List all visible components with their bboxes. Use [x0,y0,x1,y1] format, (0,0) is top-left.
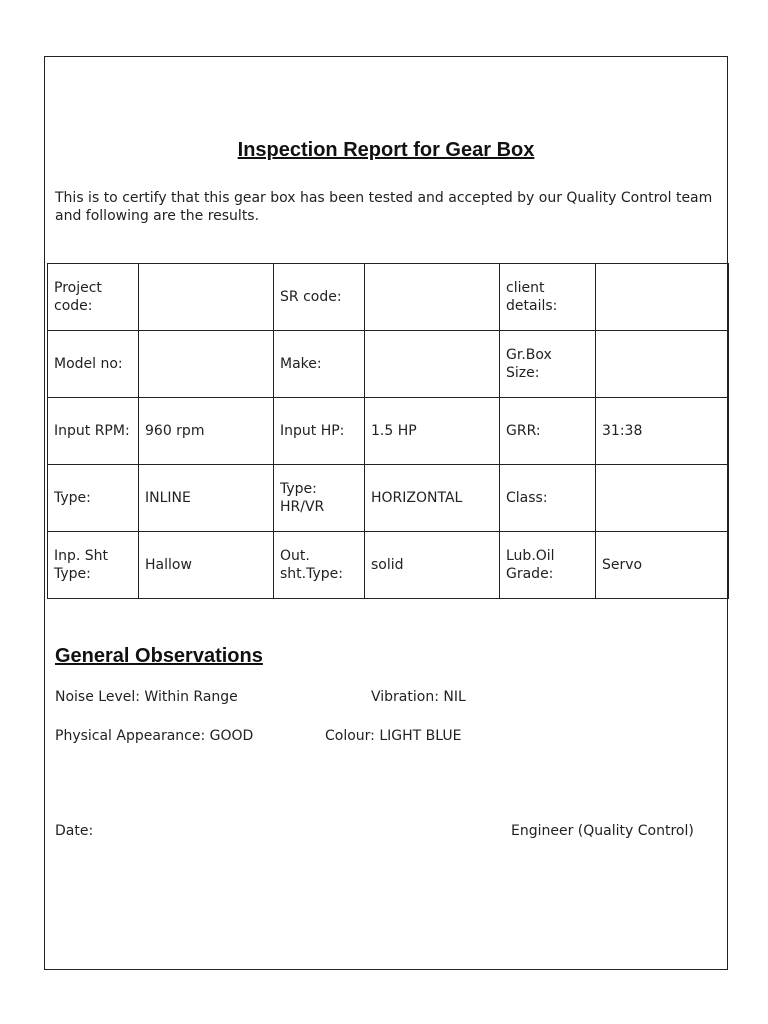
client-details-value [596,264,729,331]
lub-oil-grade-value: Servo [596,532,729,599]
vibration-text: Vibration: NIL [371,689,466,705]
input-shaft-type-value: Hallow [139,532,274,599]
engineer-signature-label: Engineer (Quality Control) [511,823,694,839]
colour-text: Colour: LIGHT BLUE [325,728,462,744]
physical-appearance-text: Physical Appearance: GOOD [55,728,254,744]
make-label: Make: [274,331,365,398]
table-row [48,264,729,331]
table-row [48,532,729,599]
grr-label: GRR: [500,398,596,465]
input-shaft-type-label: Inp. Sht Type: [48,532,139,599]
type-hr-vr-label: Type: HR/VR [274,465,365,532]
table-row [48,465,729,532]
specifications-table [47,263,729,599]
sr-code-label: SR code: [274,264,365,331]
observations-heading: General Observations [55,645,263,667]
sr-code-value [365,264,500,331]
date-label: Date: [55,823,94,839]
model-no-value [139,331,274,398]
table-row [48,398,729,465]
project-code-label: Project code: [48,264,139,331]
gearbox-size-value [596,331,729,398]
type-label: Type: [48,465,139,532]
type-value: INLINE [139,465,274,532]
report-title: Inspection Report for Gear Box [237,139,535,161]
input-hp-label: Input HP: [274,398,365,465]
lub-oil-grade-label: Lub.Oil Grade: [500,532,596,599]
certification-text: This is to certify that this gear box has been tested and accepted by our Quality Control team and following are the results. [55,190,713,224]
input-rpm-value: 960 rpm [139,398,274,465]
input-hp-value: 1.5 HP [365,398,500,465]
make-value [365,331,500,398]
client-details-label: client details: [500,264,596,331]
output-shaft-type-value: solid [365,532,500,599]
report-page [44,56,728,970]
noise-level-text: Noise Level: Within Range [55,689,238,705]
class-value [596,465,729,532]
table-row [48,331,729,398]
output-shaft-type-label: Out. sht.Type: [274,532,365,599]
gearbox-size-label: Gr.Box Size: [500,331,596,398]
grr-value: 31:38 [596,398,729,465]
type-hr-vr-value: HORIZONTAL [365,465,500,532]
class-label: Class: [500,465,596,532]
model-no-label: Model no: [48,331,139,398]
input-rpm-label: Input RPM: [48,398,139,465]
project-code-value [139,264,274,331]
